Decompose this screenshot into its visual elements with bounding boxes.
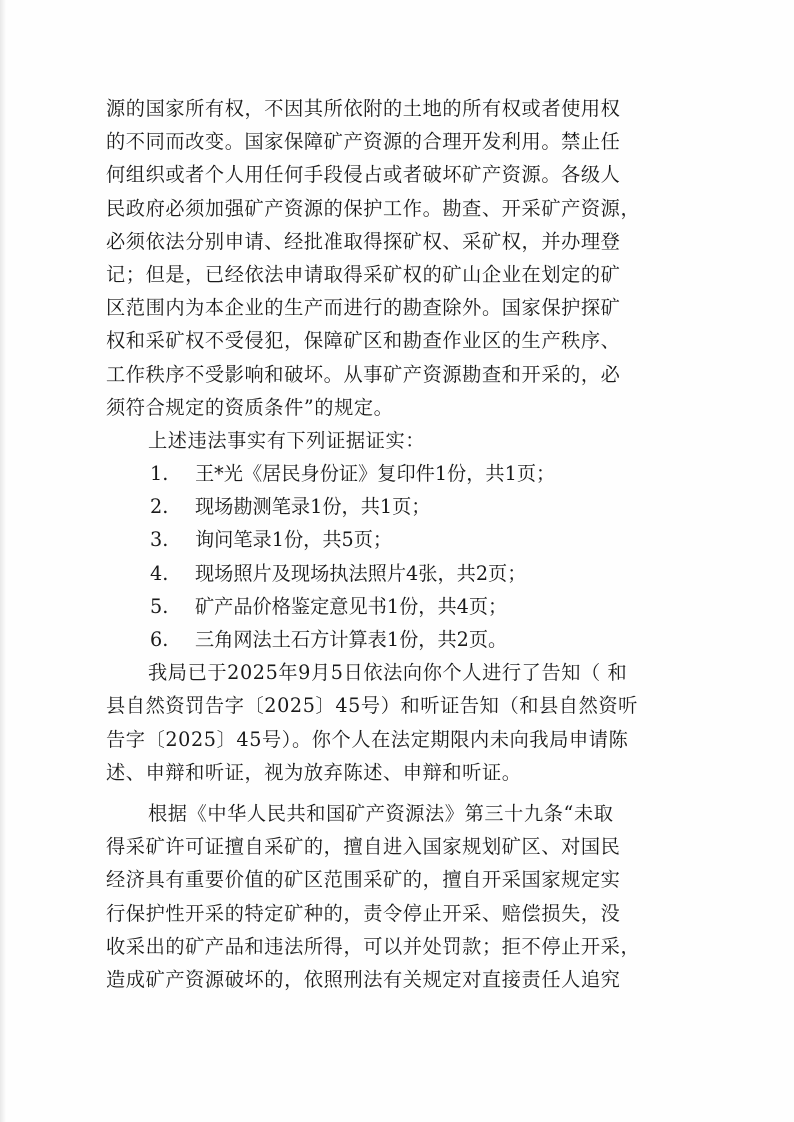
text-line: 须符合规定的资质条件”的规定。	[106, 395, 394, 419]
list-item	[106, 590, 702, 623]
notice-paragraph	[106, 656, 702, 789]
list-number: 2.	[150, 495, 169, 519]
list-text: 现场勘测笔录1份，共1页；	[195, 495, 431, 519]
evidence-intro: 上述违法事实有下列证据证实：	[148, 428, 426, 452]
text-line: 区范围内为本企业的生产而进行的勘查除外。国家保护探矿	[106, 296, 621, 320]
list-item	[106, 457, 702, 490]
list-number: 4.	[150, 561, 169, 585]
paragraph-continuation	[106, 92, 702, 424]
list-number: 3.	[150, 528, 169, 552]
list-item	[106, 490, 702, 523]
text-line: 经济具有重要价值的矿区范围采矿的，擅自开采国家规定实	[106, 868, 621, 892]
legal-basis-paragraph	[106, 797, 702, 996]
list-item	[106, 623, 702, 656]
text-line: 何组织或者个人用任何手段侵占或者破坏矿产资源。各级人	[106, 163, 621, 187]
text-line: 收采出的矿产品和违法所得，可以并处罚款；拒不停止开采，	[106, 934, 641, 958]
evidence-list	[106, 457, 702, 656]
list-text: 矿产品价格鉴定意见书1份，共4页；	[195, 594, 508, 618]
list-text: 现场照片及现场执法照片4张，共2页；	[195, 561, 527, 585]
text-line: 权和采矿权不受侵犯，保障矿区和勘查作业区的生产秩序、	[106, 329, 621, 353]
text-line: 述、申辩和听证，视为放弃陈述、申辩和听证。	[106, 760, 522, 784]
text-line: 源的国家所有权，不因其所依附的土地的所有权或者使用权	[106, 97, 621, 120]
text-line: 的不同而改变。国家保障矿产资源的合理开发利用。禁止任	[106, 130, 621, 154]
list-number: 5.	[150, 594, 169, 618]
scan-edge-shadow	[0, 0, 6, 1122]
list-item	[106, 557, 702, 590]
list-text: 王*光《居民身份证》复印件1份，共1页；	[195, 462, 556, 486]
text-line: 必须依法分别申请、经批准取得探矿权、采矿权，并办理登	[106, 229, 621, 253]
text-line: 工作秩序不受影响和破坏。从事矿产资源勘查和开采的，必	[106, 362, 621, 386]
list-number: 1.	[150, 462, 169, 486]
text-line: 造成矿产资源破坏的，依照刑法有关规定对直接责任人追究	[106, 967, 621, 991]
document-body	[106, 92, 702, 996]
text-line: 得采矿许可证擅自采矿的，擅自进入国家规划矿区、对国民	[106, 835, 621, 859]
text-line: 告字〔2025〕45号）。你个人在法定期限内未向我局申请陈	[106, 727, 629, 751]
text-line: 我局已于2025年9月5日依法向你个人进行了告知（ 和	[148, 661, 628, 685]
list-text: 询问笔录1份，共5页；	[195, 528, 393, 552]
text-line: 记；但是，已经依法申请取得采矿权的矿山企业在划定的矿	[106, 262, 621, 286]
text-line: 民政府必须加强矿产资源的保护工作。勘查、开采矿产资源，	[106, 196, 641, 220]
text-line: 县自然资罚告字〔2025〕45号）和听证告知（和县自然资听	[106, 694, 638, 718]
text-line: 行保护性开采的特定矿种的，责令停止开采、赔偿损失，没	[106, 901, 621, 925]
list-number: 6.	[150, 628, 169, 651]
text-line: 根据《中华人民共和国矿产资源法》第三十九条“未取	[148, 801, 614, 825]
list-text: 三角网法土石方计算表1份，共2页。	[195, 628, 508, 651]
list-item	[106, 523, 702, 556]
